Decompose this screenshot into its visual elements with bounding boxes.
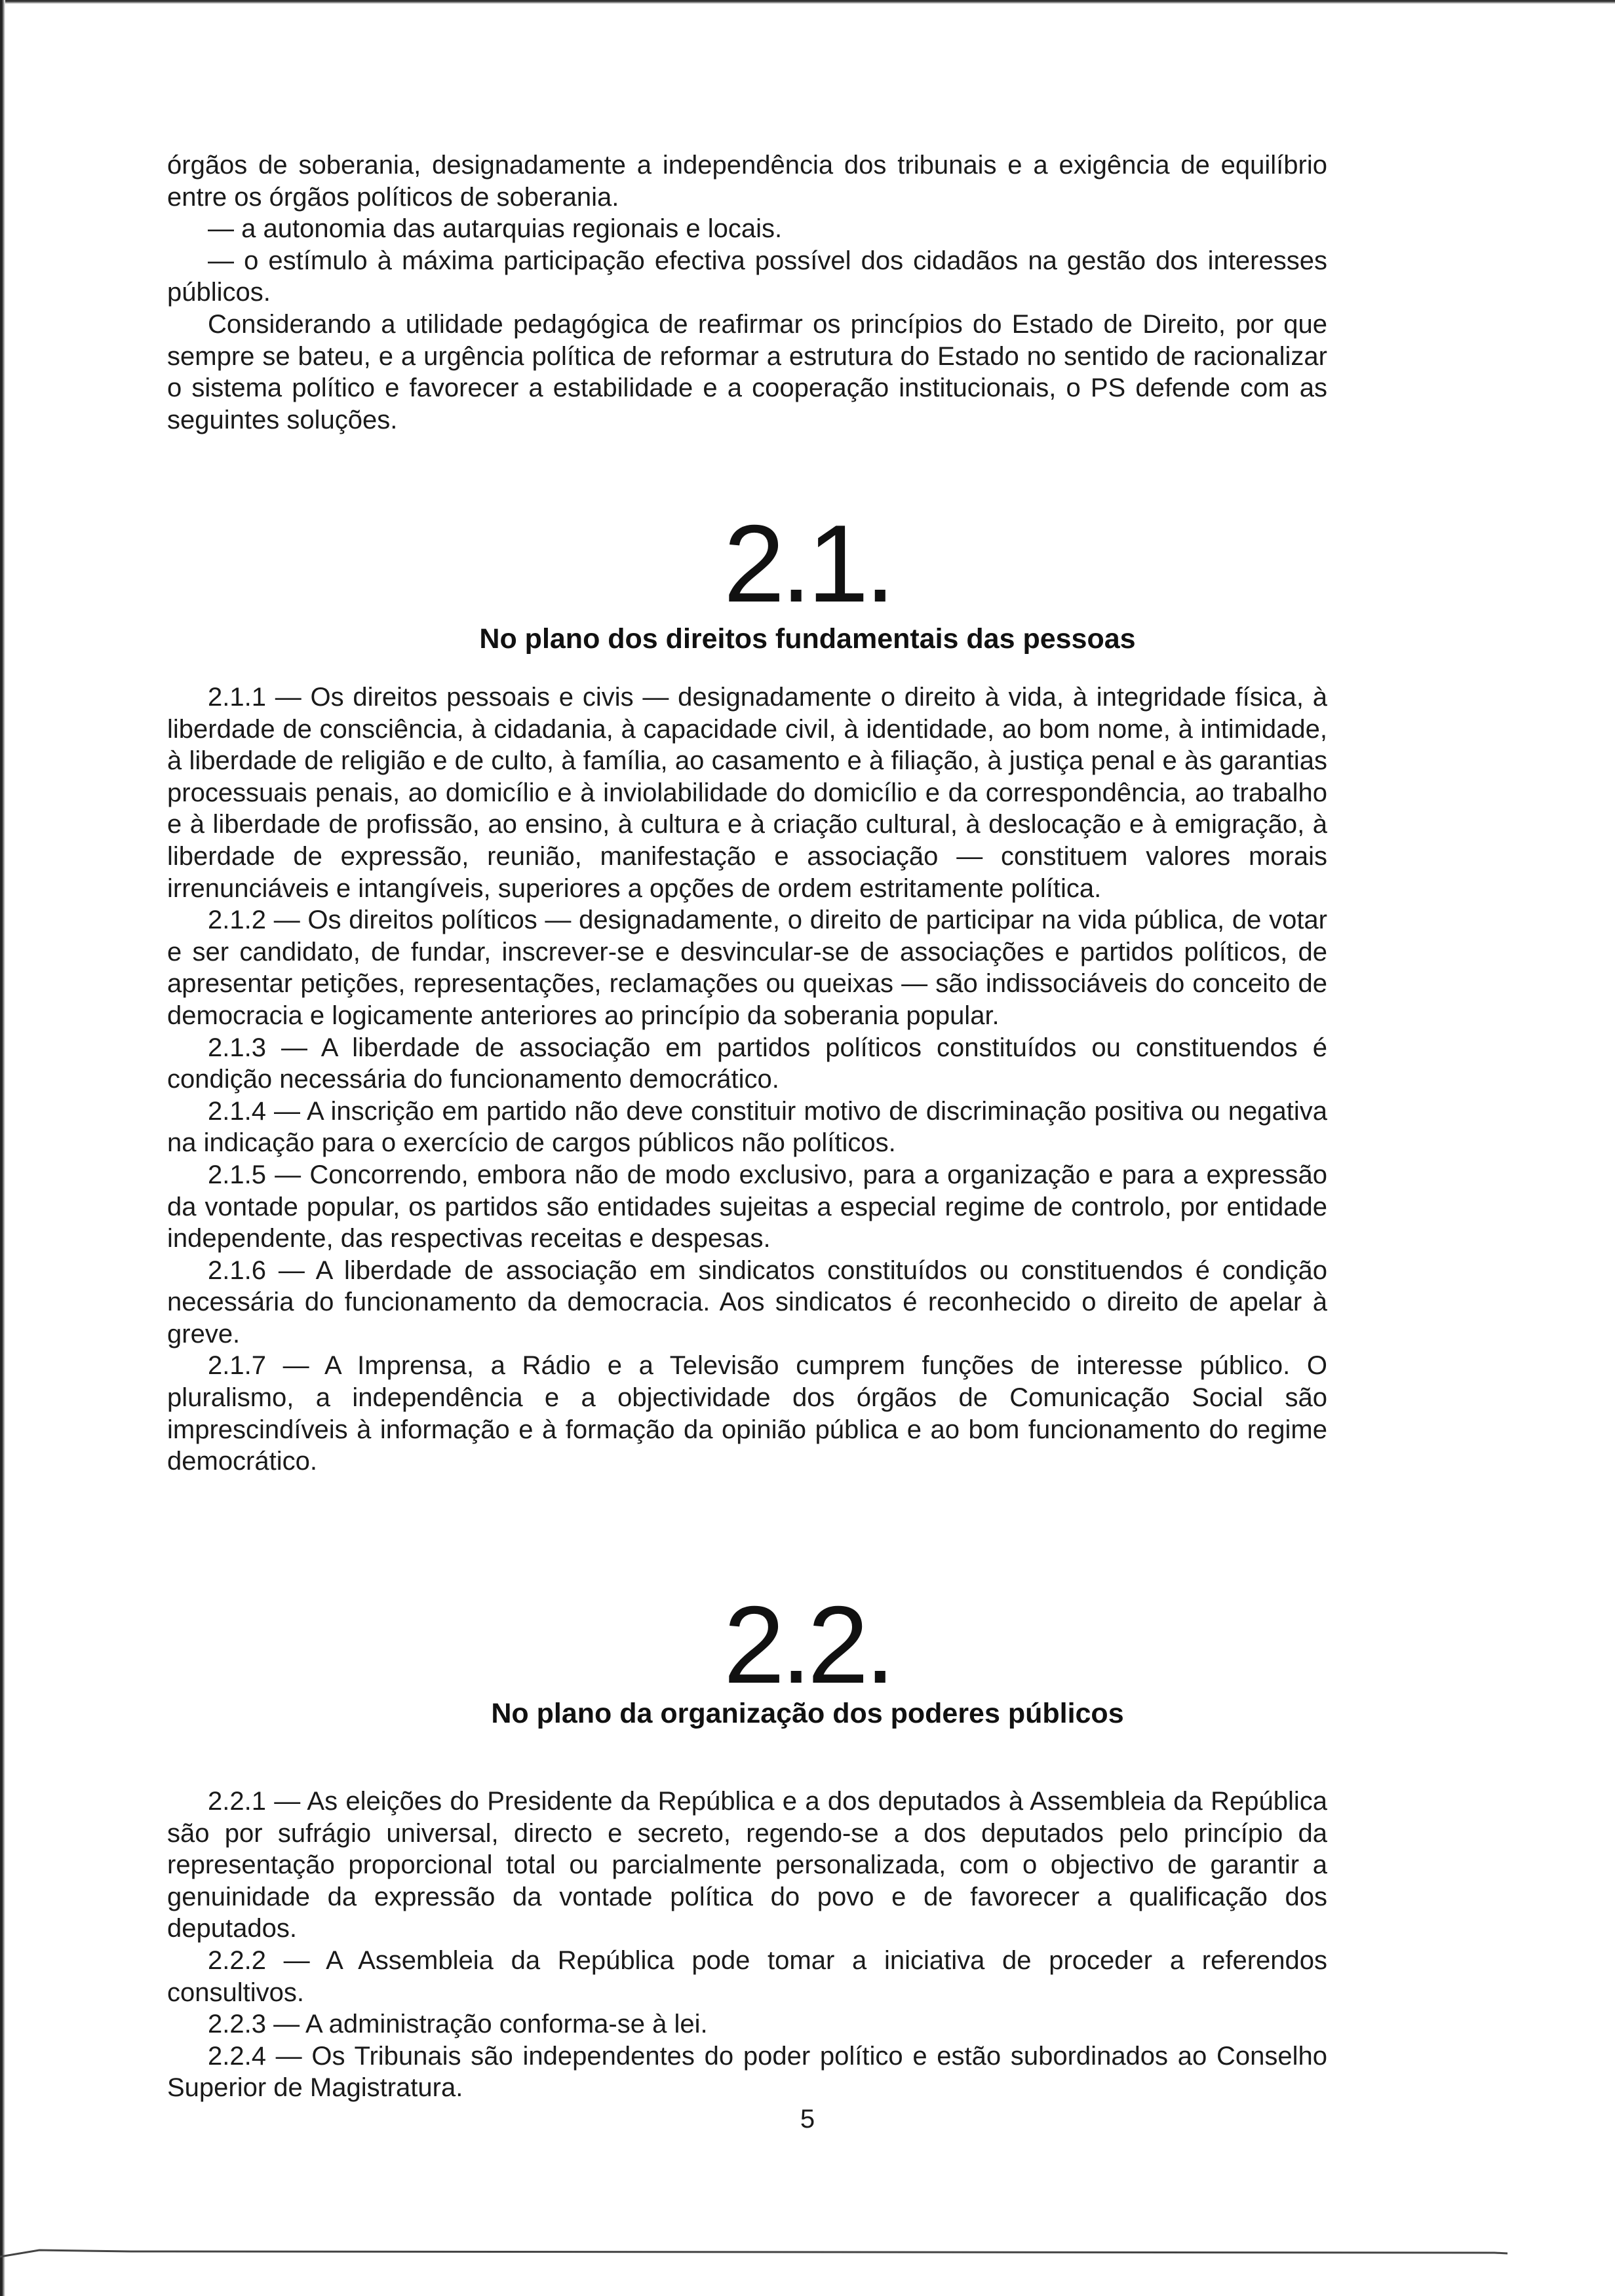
page-number: 5 (800, 2105, 815, 2133)
intro-list-item: — a autonomia das autarquias regionais e locais. (208, 214, 783, 244)
article-paragraph: 2.1.4 — A inscrição em partido não deve constituir motivo de discriminação positiva ou negativa na indicação para o exercício de cargos públicos não políticos. (167, 1096, 1327, 1158)
intro-text-block (167, 149, 1327, 436)
section-2-2-text-block (167, 1786, 1327, 2104)
scan-edge-top (0, 0, 1615, 4)
article-paragraph: 2.2.4 — Os Tribunais são independentes do poder político e estão subordinados ao Conselho Superior de Magistratura. (167, 2041, 1327, 2103)
article-paragraph: 2.1.7 — A Imprensa, a Rádio e a Televisão cumprem funções de interesse público. O pluralismo, a independência e a objectividade dos órgãos de Comunicação Social são imprescindíveis à informação e à formação da opinião pública e ao bom funcionamento do regime democrático. (167, 1351, 1327, 1476)
article-paragraph: 2.1.5 — Concorrendo, embora não de modo exclusivo, para a organização e para a expressão da vontade popular, os partidos são entidades sujeitas a especial regime de controlo, por entidade independente, das respectivas receitas e despesas. (167, 1160, 1327, 1253)
intro-list-item: — o estímulo à máxima participação efectiva possível dos cidadãos na gestão dos interesses públicos. (167, 246, 1327, 307)
article-paragraph: 2.1.1 — Os direitos pessoais e civis — designadamente o direito à vida, à integridade física, à liberdade de consciência, à cidadania, à capacidade civil, à identidade, ao bom nome, à intimidade, à liberdade de religião e de culto, à família, ao casamento e à filiação, à justiça penal e às garantias processuais penais, ao domicílio e à inviolabilidade do domicílio e da correspondência, ao trabalho e à liberdade de profissão, ao ensino, à cultura e à criação cultural, à deslocação e à emigração, à liberdade de expressão, reunião, manifestação e associação — constituem valores morais irrenunciáveis e intangíveis, superiores a opções de ordem estritamente política. (167, 683, 1327, 903)
section-heading: No plano da organização dos poderes públicos (491, 1698, 1124, 1729)
section-number: 2.2. (723, 1583, 892, 1706)
article-paragraph: 2.1.2 — Os direitos políticos — designadamente, o direito de participar na vida pública, de votar e ser candidato, de fundar, inscrever-se e desvincular-se de associações e partidos políticos, de apresentar petições, representações, reclamações ou queixas — são indissociáveis do conceito de democracia e logicamente anteriores ao princípio da soberania popular. (167, 906, 1327, 1030)
article-paragraph: 2.1.3 — A liberdade de associação em partidos políticos constituídos ou constituendos é condição necessária do funcionamento democrático. (167, 1033, 1327, 1094)
article-paragraph: 2.2.1 — As eleições do Presidente da República e a dos deputados à Assembleia da República são por sufrágio universal, directo e secreto, regendo-se a dos deputados pelo princípio da representação proporcional total ou parcialmente personalizada, com o objectivo de garantir a genuinidade da expressão da vontade política do povo e de favorecer a qualificação dos deputados. (167, 1787, 1327, 1943)
intro-paragraph: órgãos de soberania, designadamente a independência dos tribunais e a exigência de equilíbrio entre os órgãos políticos de soberania. (167, 151, 1327, 212)
section-2-1-text-block (167, 681, 1327, 1478)
section-number: 2.1. (723, 502, 892, 625)
article-paragraph: 2.1.6 — A liberdade de associação em sindicatos constituídos ou constituendos é condição necessária do funcionamento da democracia. Aos sindicatos é reconhecido o direito de apelar à greve. (167, 1255, 1327, 1349)
scan-edge-left (0, 0, 5, 2296)
article-paragraph: 2.2.3 — A administração conforma-se à lei. (208, 2010, 708, 2039)
scan-edge-bottom (0, 2248, 1508, 2261)
section-heading: No plano dos direitos fundamentais das pessoas (479, 623, 1136, 655)
intro-paragraph: Considerando a utilidade pedagógica de reafirmar os princípios do Estado de Direito, por que sempre se bateu, e a urgência política de reformar a estrutura do Estado no sentido de racionalizar o sistema político e favorecer a estabilidade e a cooperação institucionais, o PS defende com as seguintes soluções. (167, 309, 1327, 434)
article-paragraph: 2.2.2 — A Assembleia da República pode tomar a iniciativa de proceder a referendos consultivos. (167, 1945, 1327, 2007)
